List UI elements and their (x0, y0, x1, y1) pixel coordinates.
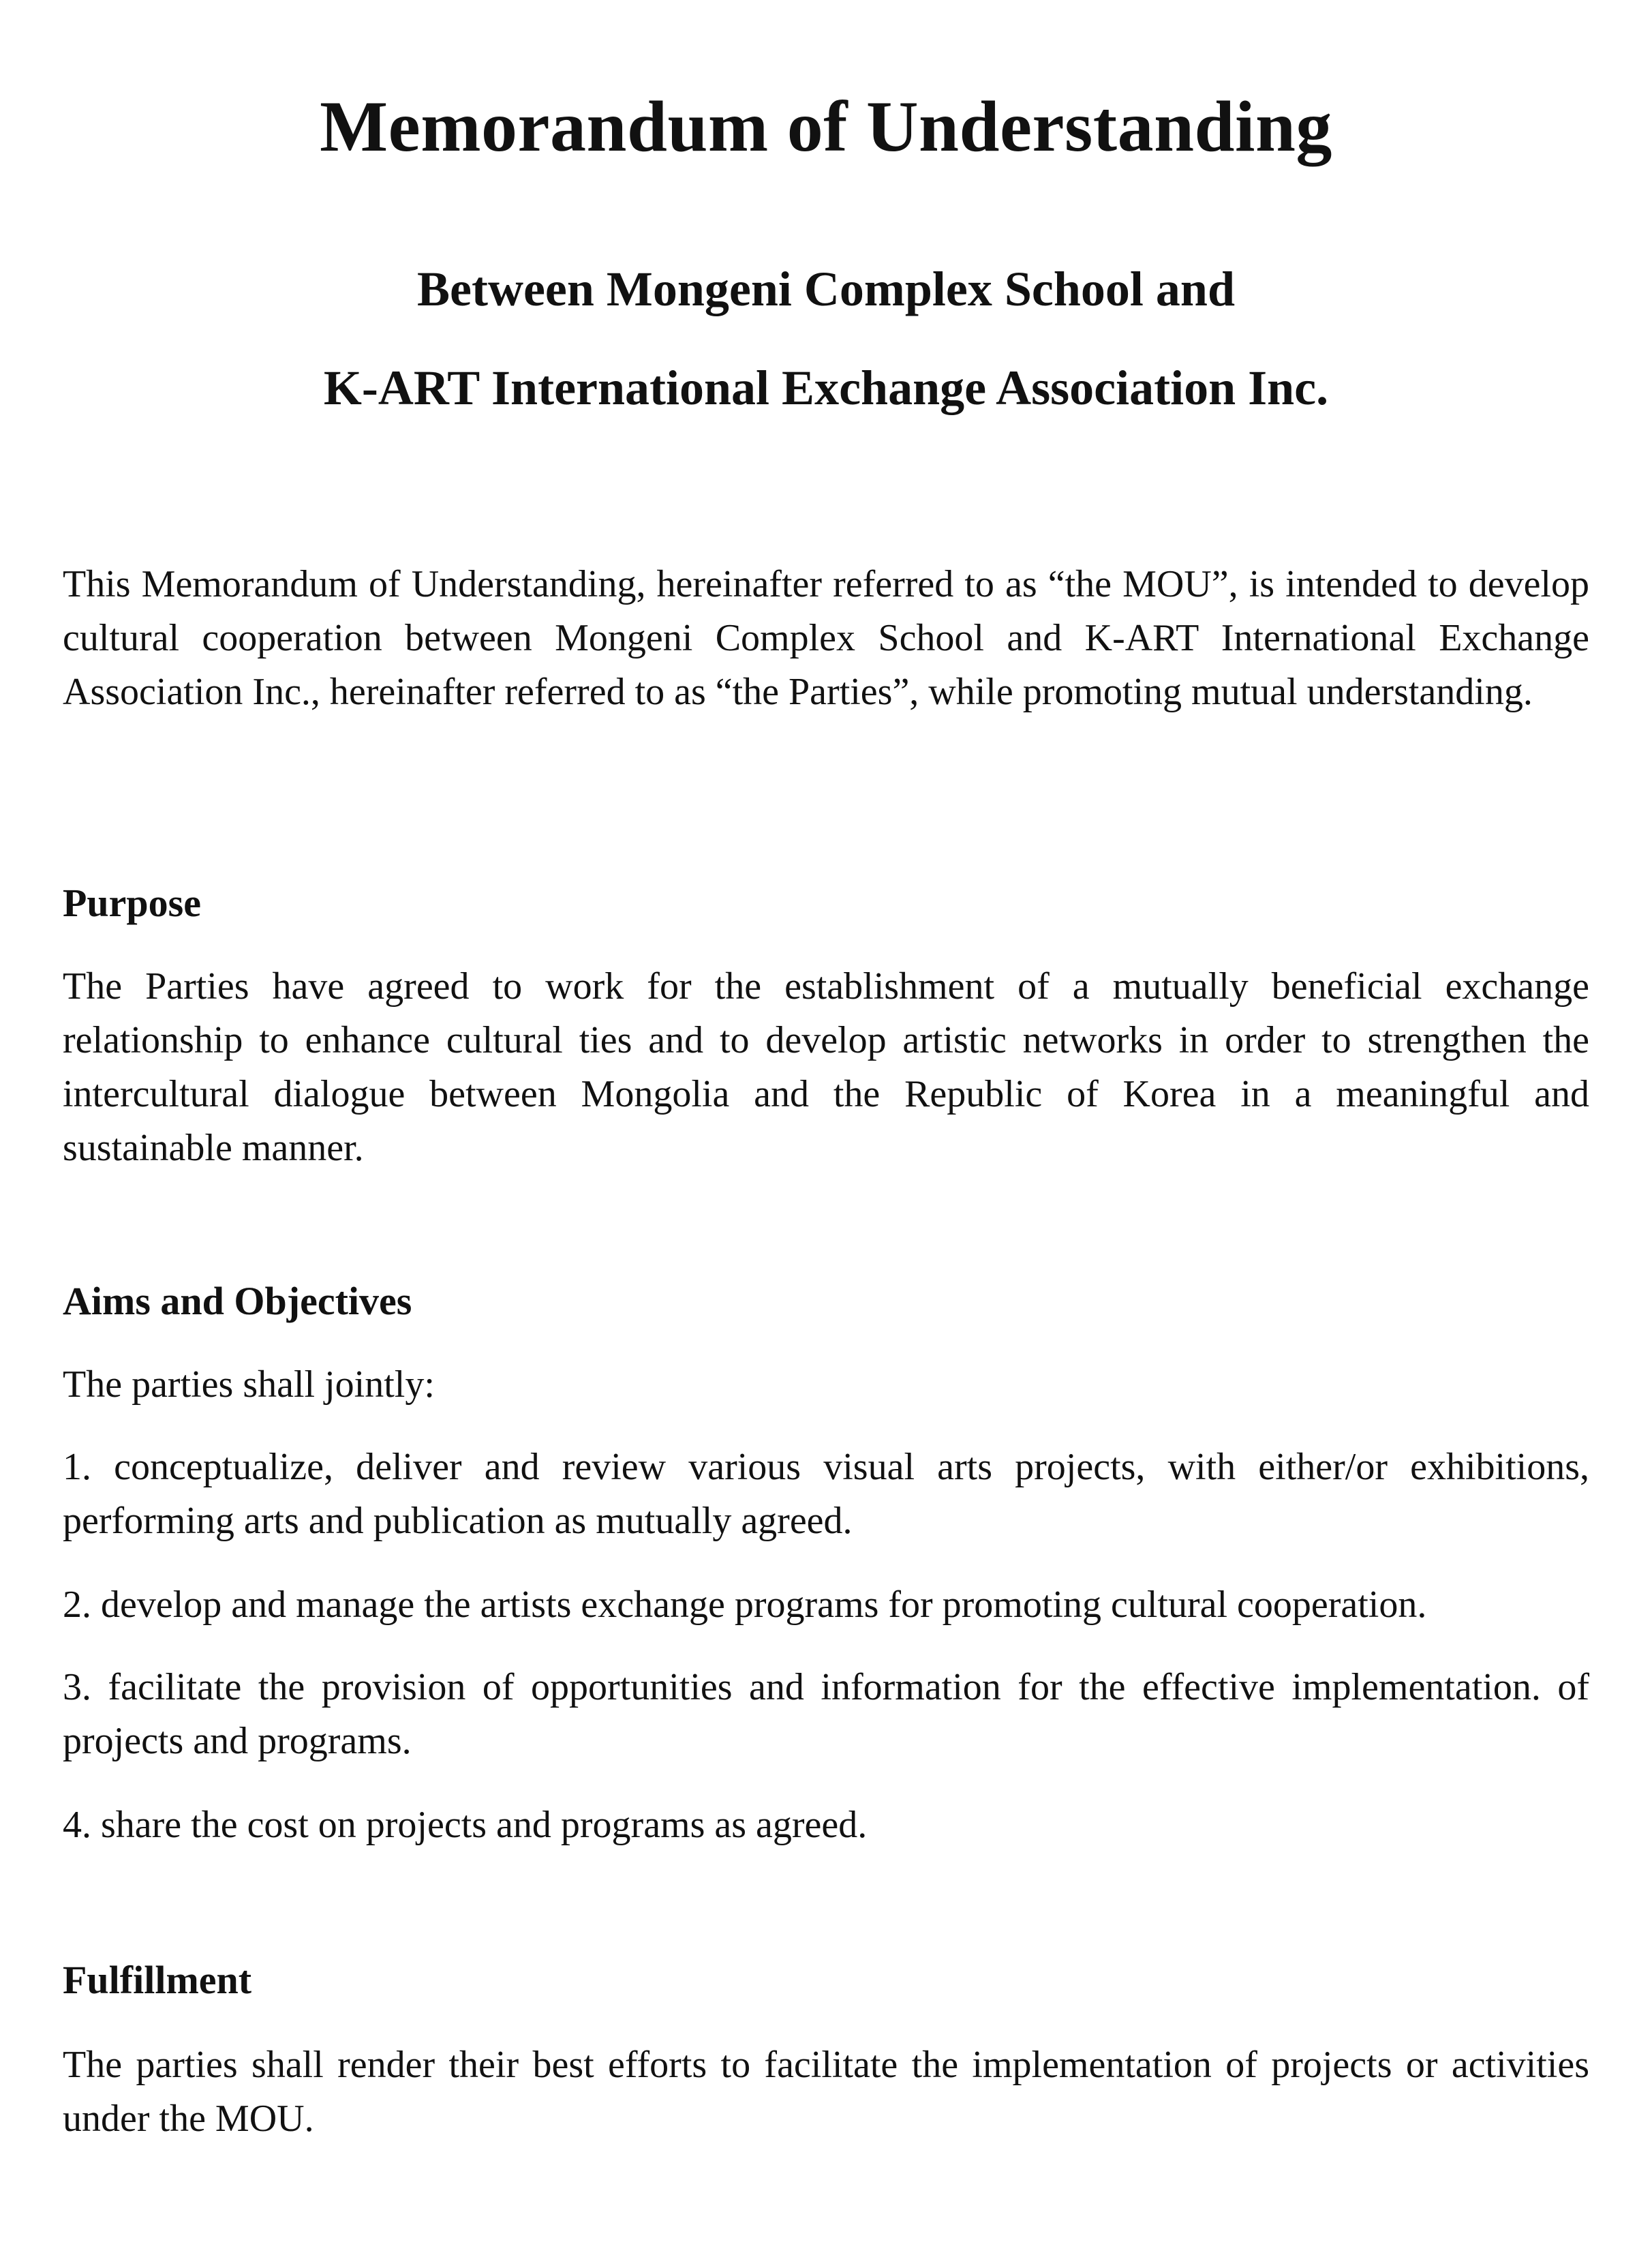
aims-lead-text: The parties shall jointly: (63, 1363, 435, 1406)
purpose-paragraph: The Parties have agreed to work for the establishment of a mutually beneficial exchange relationship to enhance cultural ties and to develop artistic networks in order to strengthen the intercultural dialogue between Mongolia and the Republic of Korea in a meaningful and sustainable manner. (63, 965, 1589, 1169)
document-subtitle-line-2: K-ART International Exchange Association Inc. (323, 361, 1329, 415)
aims-list-item: 3. facilitate the provision of opportunities and information for the effective implementation. of projects and programs. (63, 1666, 1589, 1762)
purpose-heading: Purpose (63, 881, 201, 925)
document-subtitle-line-1: Between Mongeni Complex School and (416, 262, 1236, 316)
aims-list-item: 4. share the cost on projects and programs as agreed. (63, 1804, 868, 1846)
intro-paragraph: This Memorandum of Understanding, hereinafter referred to as “the MOU”, is intended to develop cultural cooperation between Mongeni Complex School and K-ART International Exchange Association Inc., hereinafter referred to as “the Parties”, while promoting mutual understanding. (63, 563, 1589, 713)
document-page (63, 0, 1589, 2255)
aims-list-item: 2. develop and manage the artists exchange programs for promoting cultural cooperation. (63, 1584, 1427, 1626)
document-title: Memorandum of Understanding (320, 87, 1332, 166)
fulfillment-paragraph: The parties shall render their best efforts to facilitate the implementation of projects or activities under the MOU. (63, 2044, 1589, 2140)
fulfillment-heading: Fulfillment (63, 1958, 252, 2002)
aims-heading: Aims and Objectives (63, 1279, 412, 1323)
aims-list-item: 1. conceptualize, deliver and review various visual arts projects, with either/or exhibitions, performing arts and publication as mutually agreed. (63, 1446, 1589, 1542)
